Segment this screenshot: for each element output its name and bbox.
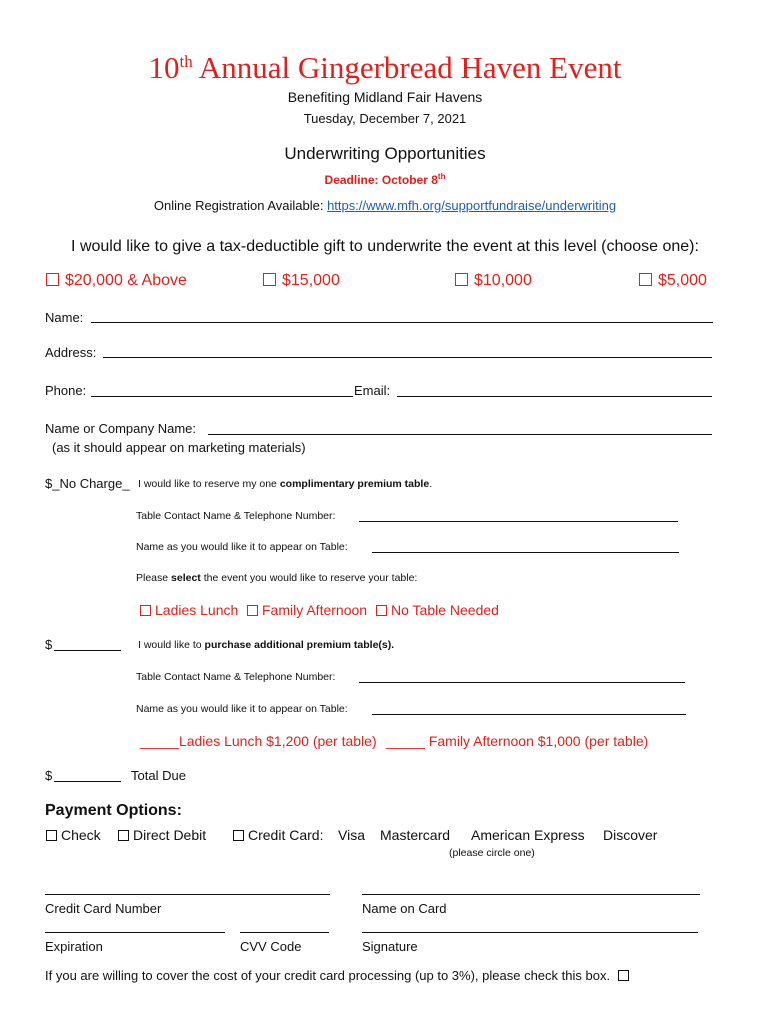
checkbox-icon bbox=[455, 273, 468, 286]
cvv-label: CVV Code bbox=[240, 939, 302, 954]
checkbox-icon bbox=[247, 605, 258, 616]
section-heading: Underwriting Opportunities bbox=[284, 144, 486, 163]
checkbox-icon bbox=[46, 830, 57, 841]
card-mastercard[interactable]: Mastercard bbox=[380, 827, 451, 843]
phone-label: Phone: bbox=[45, 383, 87, 398]
signature-label: Signature bbox=[362, 939, 418, 954]
checkbox-icon bbox=[118, 830, 129, 841]
card-number-field[interactable] bbox=[45, 894, 330, 895]
additional-amount: $ bbox=[45, 637, 53, 652]
email-label: Email: bbox=[354, 383, 391, 398]
checkbox-icon bbox=[376, 605, 387, 616]
processing-fee-line: If you are willing to cover the cost of your credit card processing (up to 3%), please check this box. bbox=[45, 968, 633, 983]
option-ladies-lunch[interactable]: Ladies Lunch bbox=[140, 602, 238, 618]
add-contact-label: Table Contact Name & Telephone Number: bbox=[136, 671, 336, 683]
complimentary-amount: $_No Charge_ bbox=[45, 476, 130, 491]
comp-contact-label: Table Contact Name & Telephone Number: bbox=[136, 510, 336, 522]
card-amex[interactable]: American Express bbox=[471, 827, 585, 843]
total-amount: $ bbox=[45, 768, 53, 783]
deadline: Deadline: October 8th bbox=[324, 172, 446, 187]
add-table-name-field[interactable] bbox=[372, 714, 686, 715]
payment-direct-debit[interactable]: Direct Debit bbox=[118, 827, 206, 843]
company-label: Name or Company Name: bbox=[45, 421, 196, 436]
comp-table-name-label: Name as you would like it to appear on Table: bbox=[136, 541, 348, 553]
add-option-family-afternoon[interactable]: _____ Family Afternoon $1,000 (per table) bbox=[386, 733, 649, 749]
signature-field[interactable] bbox=[362, 932, 698, 933]
name-on-card-label: Name on Card bbox=[362, 901, 447, 916]
email-field[interactable] bbox=[397, 396, 712, 397]
name-on-card-field[interactable] bbox=[362, 894, 700, 895]
payment-heading: Payment Options: bbox=[45, 802, 182, 819]
benefiting-line: Benefiting Midland Fair Havens bbox=[287, 89, 483, 105]
select-event-label: Please select the event you would like to reserve your table: bbox=[136, 572, 418, 584]
total-label: Total Due bbox=[131, 768, 186, 783]
option-no-table[interactable]: No Table Needed bbox=[376, 602, 499, 618]
level-10000[interactable]: $10,000 bbox=[455, 272, 532, 290]
checkbox-icon bbox=[263, 273, 276, 286]
complimentary-text: I would like to reserve my one complimentary premium table. bbox=[138, 478, 433, 490]
address-label: Address: bbox=[45, 345, 97, 360]
add-option-ladies-lunch[interactable]: _____Ladies Lunch $1,200 (per table) bbox=[140, 733, 377, 749]
expiration-label: Expiration bbox=[45, 939, 103, 954]
card-visa[interactable]: Visa bbox=[338, 827, 365, 843]
underwrite-intro: I would like to give a tax-deductible gift to underwrite the event at this level (choose one): bbox=[71, 238, 699, 255]
card-number-label: Credit Card Number bbox=[45, 901, 162, 916]
total-amount-field[interactable] bbox=[54, 781, 121, 782]
add-table-name-label: Name as you would like it to appear on Table: bbox=[136, 703, 348, 715]
level-15000[interactable]: $15,000 bbox=[263, 272, 340, 290]
level-20000[interactable]: $20,000 & Above bbox=[46, 272, 187, 290]
event-date: Tuesday, December 7, 2021 bbox=[303, 111, 467, 126]
comp-contact-field[interactable] bbox=[359, 521, 678, 522]
company-field[interactable] bbox=[208, 434, 712, 435]
expiration-field[interactable] bbox=[45, 932, 225, 933]
add-contact-field[interactable] bbox=[359, 682, 685, 683]
option-family-afternoon[interactable]: Family Afternoon bbox=[247, 602, 367, 618]
name-field[interactable] bbox=[91, 322, 713, 323]
circle-note: (please circle one) bbox=[449, 847, 535, 859]
additional-text: I would like to purchase additional premium table(s). bbox=[138, 639, 395, 651]
checkbox-icon bbox=[46, 273, 59, 286]
phone-field[interactable] bbox=[91, 396, 353, 397]
registration-link[interactable]: https://www.mfh.org/supportfundraise/underwriting bbox=[327, 198, 617, 213]
comp-table-name-field[interactable] bbox=[372, 552, 679, 553]
payment-check[interactable]: Check bbox=[46, 827, 101, 843]
company-note: (as it should appear on marketing materials) bbox=[52, 440, 306, 455]
online-registration: Online Registration Available: https://www.mfh.org/supportfundraise/underwriting bbox=[153, 198, 617, 213]
address-field[interactable] bbox=[103, 357, 712, 358]
event-title: 10th Annual Gingerbread Haven Event bbox=[148, 50, 622, 85]
cvv-field[interactable] bbox=[240, 932, 329, 933]
level-5000[interactable]: $5,000 bbox=[639, 272, 707, 290]
checkbox-icon bbox=[233, 830, 244, 841]
card-discover[interactable]: Discover bbox=[603, 827, 658, 843]
payment-credit-card[interactable]: Credit Card: bbox=[233, 827, 323, 843]
name-label: Name: bbox=[45, 310, 84, 325]
additional-amount-field[interactable] bbox=[54, 650, 121, 651]
processing-checkbox-icon[interactable] bbox=[618, 970, 629, 981]
checkbox-icon bbox=[639, 273, 652, 286]
checkbox-icon bbox=[140, 605, 151, 616]
